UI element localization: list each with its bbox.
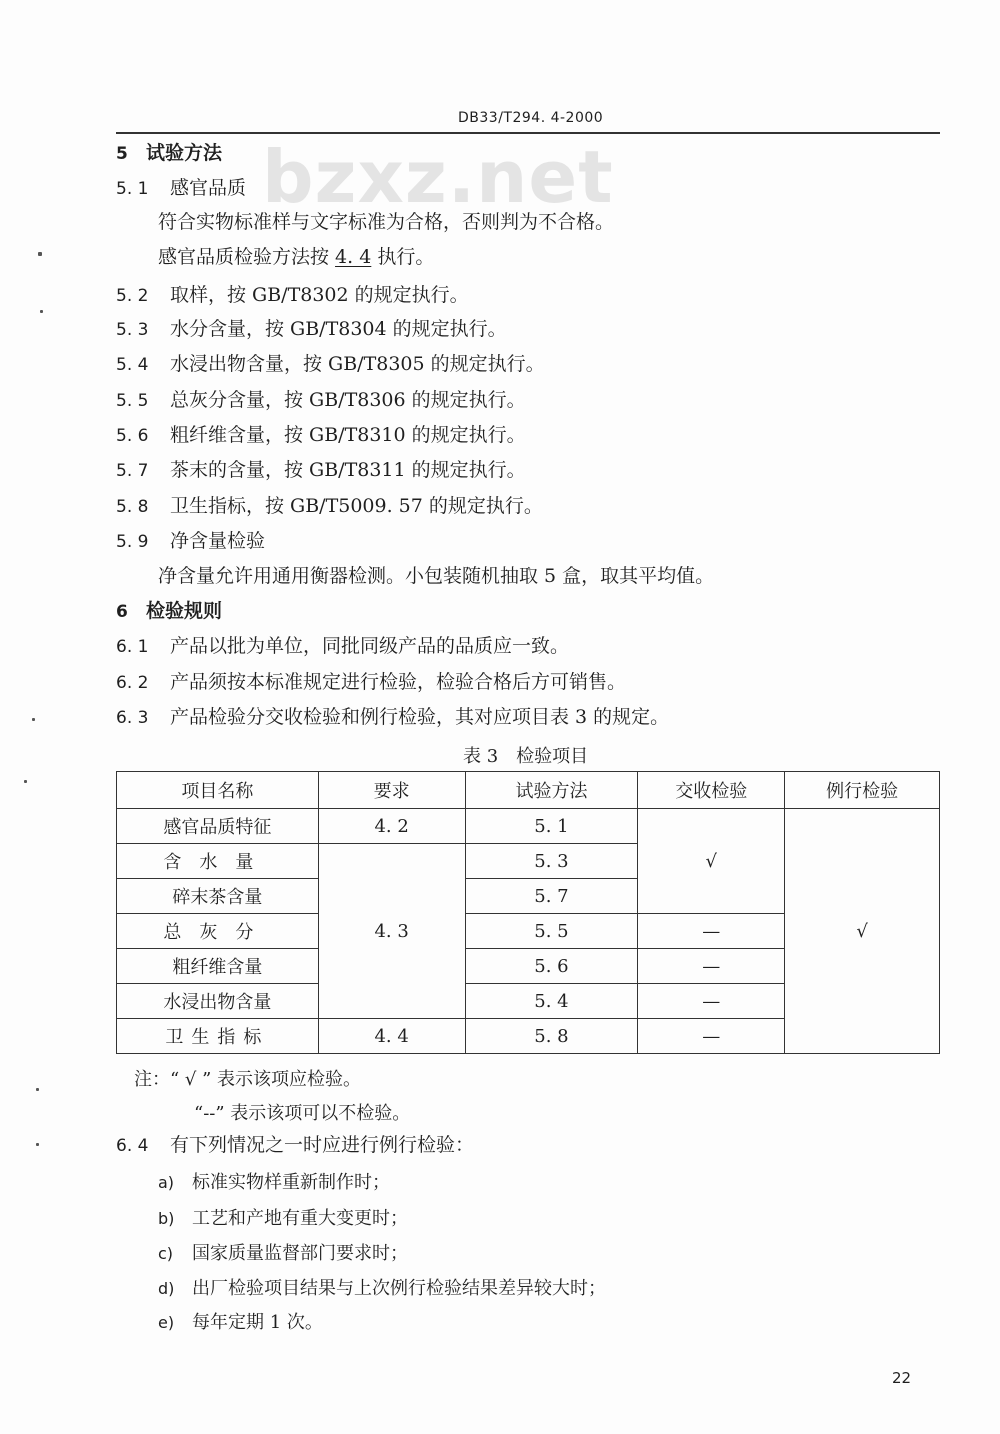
list-marker: e) <box>158 1313 175 1332</box>
page-number: 22 <box>892 1369 912 1387</box>
section-5-heading <box>116 141 222 166</box>
clause-text: 卫生指标，按 GB/T5009. 57 的规定执行。 <box>170 495 543 517</box>
section-number: 6. 4 <box>116 1136 149 1156</box>
column-header: 例行检验 <box>785 772 940 809</box>
scan-speck <box>36 1143 39 1146</box>
item-name-cell: 水浸出物含量 <box>117 984 319 1019</box>
list-item <box>158 1239 408 1265</box>
column-header: 要求 <box>318 772 465 809</box>
clause-text: 取样，按 GB/T8302 的规定执行。 <box>170 284 469 306</box>
clause-text: 水浸出物含量，按 GB/T8305 的规定执行。 <box>170 353 545 375</box>
clause-6-1 <box>116 634 569 659</box>
accept-cell: — <box>638 949 785 984</box>
list-text: 每年定期 1 次。 <box>192 1312 323 1333</box>
clause-5-5 <box>116 388 526 413</box>
clause-6-4 <box>116 1133 474 1158</box>
clause-5-2 <box>116 283 469 308</box>
paragraph: 净含量允许用通用衡器检测。小包装随机抽取 5 盒，取其平均值。 <box>158 565 715 587</box>
paragraph <box>158 245 434 269</box>
item-name-cell: 碎末茶含量 <box>117 879 319 914</box>
list-item <box>158 1168 390 1194</box>
watermark: bzxz.net <box>262 135 614 219</box>
clause-5-8 <box>116 494 543 519</box>
clause-6-2 <box>116 670 626 695</box>
item-name-cell: 总灰分 <box>117 914 319 949</box>
section-number: 5. 5 <box>116 391 149 411</box>
section-number: 5. 2 <box>116 286 149 306</box>
section-number: 6. 2 <box>116 673 149 693</box>
table-note: “--” 表示该项可以不检验。 <box>194 1103 411 1124</box>
column-header: 交收检验 <box>638 772 785 809</box>
list-item <box>158 1274 606 1300</box>
clause-text: 茶末的含量，按 GB/T8311 的规定执行。 <box>170 459 526 481</box>
scan-speck <box>38 252 42 256</box>
clause-reference: 4. 4 <box>335 246 372 268</box>
clause-text: 产品检验分交收检验和例行检验，其对应项目表 3 的规定。 <box>170 706 670 728</box>
list-item <box>158 1204 408 1230</box>
list-text: 出厂检验项目结果与上次例行检验结果差异较大时； <box>192 1278 606 1299</box>
section-number: 5. 6 <box>116 426 149 446</box>
section-number: 5 <box>116 144 128 164</box>
list-text: 国家质量监督部门要求时； <box>192 1243 408 1264</box>
table-row <box>117 809 940 844</box>
clause-text: 产品须按本标准规定进行检验，检验合格后方可销售。 <box>170 671 627 693</box>
accept-check-cell: √ <box>638 809 785 914</box>
routine-check-cell: √ <box>785 809 940 1054</box>
list-marker: c) <box>158 1244 174 1263</box>
clause-text: 产品以批为单位，同批同级产品的品质应一致。 <box>170 635 570 657</box>
list-text: 标准实物样重新制作时； <box>192 1172 390 1193</box>
scan-speck <box>24 780 27 783</box>
method-cell: 5. 3 <box>465 844 638 879</box>
section-number: 5. 7 <box>116 461 149 481</box>
section-number: 6. 1 <box>116 637 149 657</box>
item-name-cell: 感官品质特征 <box>117 809 319 844</box>
list-marker: d) <box>158 1279 175 1298</box>
clause-text: 总灰分含量，按 GB/T8306 的规定执行。 <box>170 389 526 411</box>
method-cell: 5. 4 <box>465 984 638 1019</box>
requirement-cell: 4. 4 <box>318 1019 465 1054</box>
text: 感官品质检验方法按 <box>158 246 336 268</box>
clause-6-3 <box>116 705 669 730</box>
method-cell: 5. 1 <box>465 809 638 844</box>
item-name-cell: 含水量 <box>117 844 319 879</box>
list-item <box>158 1308 323 1334</box>
table-note: 注：“ √ ” 表示该项应检验。 <box>134 1069 362 1090</box>
clause-text: 水分含量，按 GB/T8304 的规定执行。 <box>170 318 507 340</box>
accept-cell: — <box>638 1019 785 1054</box>
method-cell: 5. 8 <box>465 1019 638 1054</box>
section-number: 5. 3 <box>116 320 149 340</box>
standard-code: DB33/T294. 4-2000 <box>458 110 604 126</box>
requirement-cell: 4. 3 <box>318 844 465 1019</box>
table-caption: 表 3 检验项目 <box>463 746 589 767</box>
scan-speck <box>40 310 43 313</box>
paragraph: 符合实物标准样与文字标准为合格，否则判为不合格。 <box>158 211 615 233</box>
item-name-cell: 粗纤维含量 <box>117 949 319 984</box>
section-5-1-heading <box>116 176 246 201</box>
list-text: 工艺和产地有重大变更时； <box>192 1208 408 1229</box>
column-header: 试验方法 <box>465 772 638 809</box>
section-number: 6 <box>116 602 128 622</box>
scan-speck <box>36 1088 39 1091</box>
header-rule <box>116 132 940 134</box>
method-cell: 5. 5 <box>465 914 638 949</box>
column-header: 项目名称 <box>117 772 319 809</box>
section-title: 感官品质 <box>170 177 247 199</box>
requirement-cell: 4. 2 <box>318 809 465 844</box>
text: 执行。 <box>371 246 435 268</box>
clause-5-6 <box>116 423 526 448</box>
section-number: 6. 3 <box>116 708 149 728</box>
item-name-cell: 卫生指标 <box>117 1019 319 1054</box>
accept-cell: — <box>638 984 785 1019</box>
clause-5-7 <box>116 458 526 483</box>
clause-text: 有下列情况之一时应进行例行检验： <box>170 1134 475 1156</box>
section-6-heading <box>116 599 222 624</box>
section-number: 5. 4 <box>116 355 149 375</box>
list-marker: b) <box>158 1209 175 1228</box>
table-header-row <box>117 772 940 809</box>
clause-5-4 <box>116 352 545 377</box>
section-title: 试验方法 <box>146 142 223 164</box>
method-cell: 5. 6 <box>465 949 638 984</box>
section-title: 检验规则 <box>146 600 223 622</box>
section-5-9-heading <box>116 529 265 554</box>
section-number: 5. 9 <box>116 532 149 552</box>
list-marker: a) <box>158 1173 175 1192</box>
section-title: 净含量检验 <box>170 530 266 552</box>
scan-speck <box>32 718 35 721</box>
accept-cell: — <box>638 914 785 949</box>
section-number: 5. 1 <box>116 179 149 199</box>
clause-5-3 <box>116 317 507 342</box>
section-number: 5. 8 <box>116 497 149 517</box>
method-cell: 5. 7 <box>465 879 638 914</box>
clause-text: 粗纤维含量，按 GB/T8310 的规定执行。 <box>170 424 526 446</box>
inspection-items-table <box>116 771 940 1054</box>
